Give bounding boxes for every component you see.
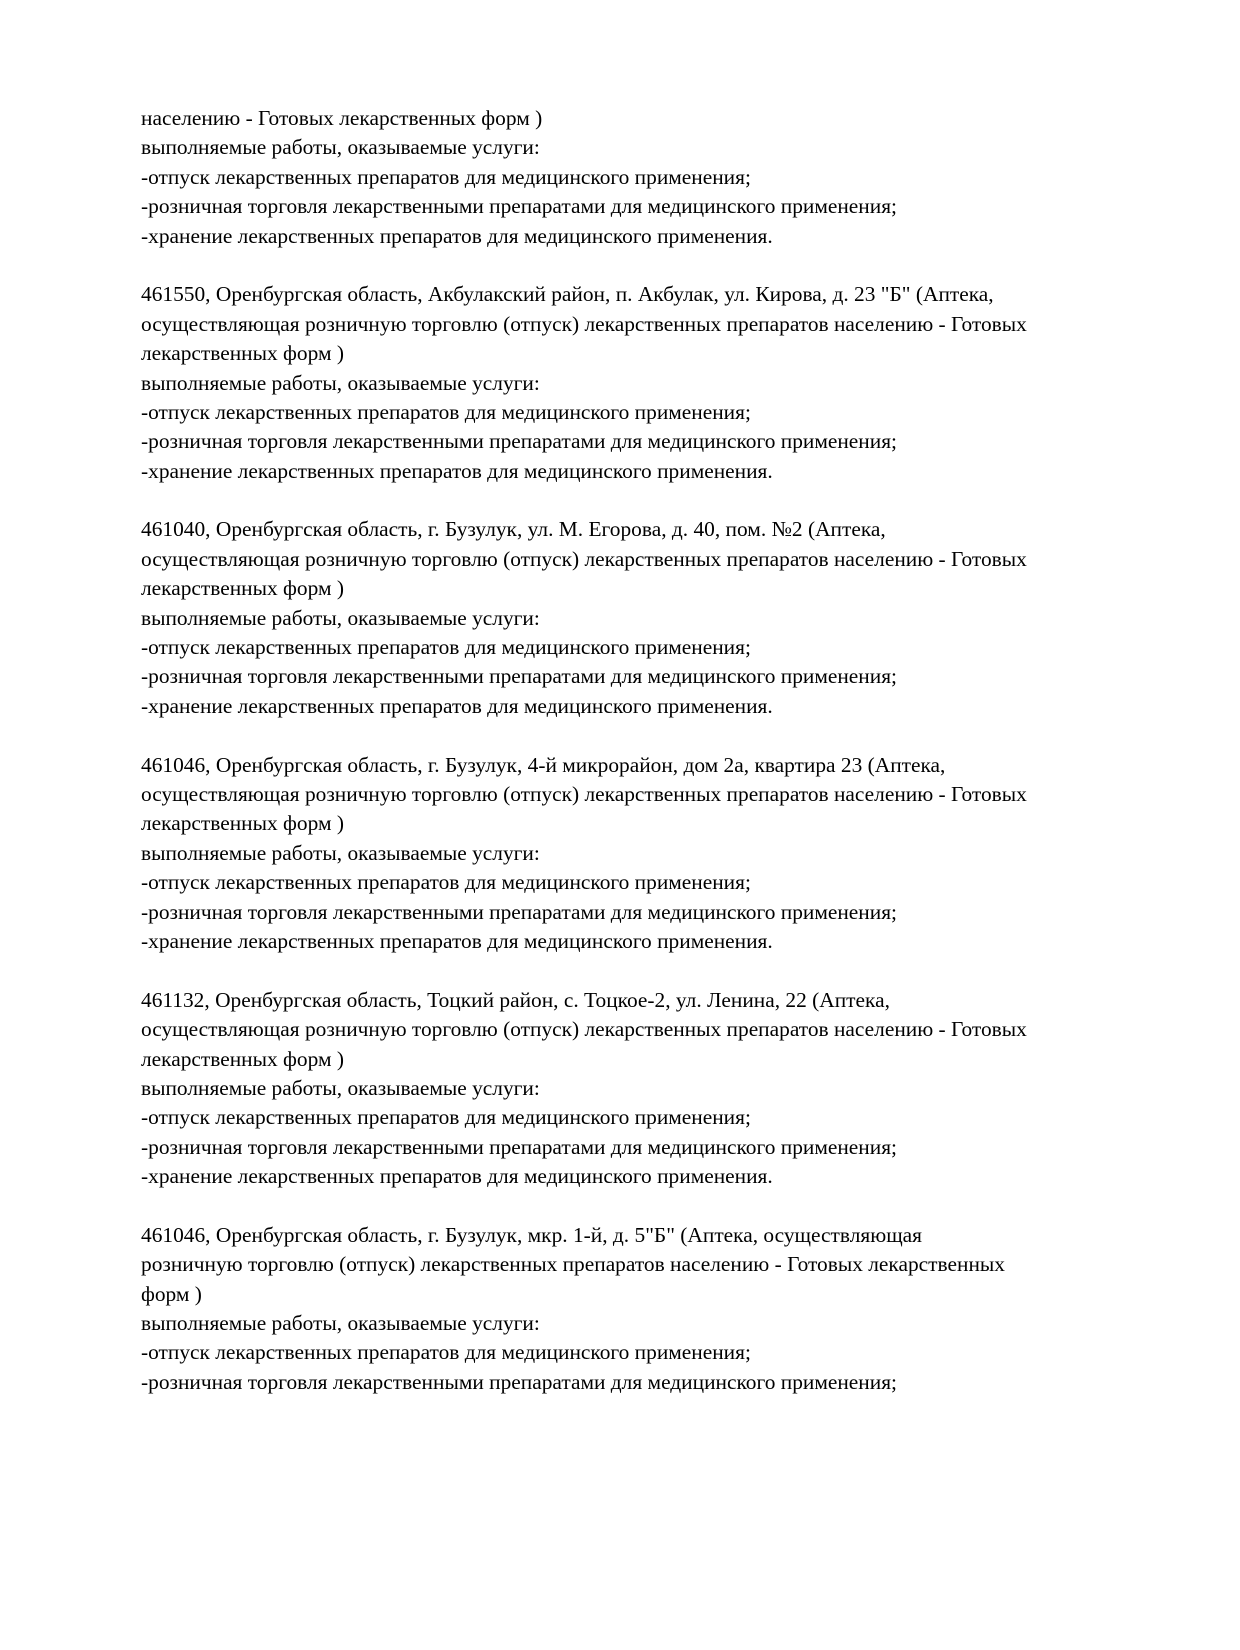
text-line: лекарственных форм )	[141, 1046, 344, 1071]
text-line: выполняемые работы, оказываемые услуги:	[141, 605, 540, 630]
text-line: выполняемые работы, оказываемые услуги:	[141, 1075, 540, 1100]
text-line: -отпуск лекарственных препаратов для медицинского применения;	[141, 399, 751, 424]
text-line: -розничная торговля лекарственными препаратами для медицинского применения;	[141, 664, 897, 689]
text-line: осуществляющая розничную торговлю (отпуск) лекарственных препаратов населению - Готовых	[141, 781, 1027, 806]
text-line: -отпуск лекарственных препаратов для медицинского применения;	[141, 1340, 751, 1365]
text-line: -розничная торговля лекарственными препаратами для медицинского применения;	[141, 1134, 897, 1159]
text-line: осуществляющая розничную торговлю (отпуск) лекарственных препаратов населению - Готовых	[141, 1017, 1027, 1042]
text-line: -хранение лекарственных препаратов для медицинского применения.	[141, 928, 773, 953]
text-line: -хранение лекарственных препаратов для медицинского применения.	[141, 458, 773, 483]
text-line: форм )	[141, 1281, 202, 1306]
text-line: лекарственных форм )	[141, 811, 344, 836]
address-block-buzuluk-1-mkr	[141, 1221, 1151, 1397]
text-line: выполняемые работы, оказываемые услуги:	[141, 135, 540, 160]
text-line: выполняемые работы, оказываемые услуги:	[141, 1311, 540, 1336]
address-line: 461132, Оренбургская область, Тоцкий район, с. Тоцкое-2, ул. Ленина, 22 (Аптека,	[141, 987, 890, 1012]
address-block-buzuluk-egorova	[141, 515, 1151, 721]
text-line: -хранение лекарственных препаратов для медицинского применения.	[141, 693, 773, 718]
text-line: -розничная торговля лекарственными препаратами для медицинского применения;	[141, 194, 897, 219]
address-line: 461046, Оренбургская область, г. Бузулук, 4-й микрорайон, дом 2а, квартира 23 (Аптека,	[141, 752, 946, 777]
text-line: -отпуск лекарственных препаратов для медицинского применения;	[141, 164, 751, 189]
text-line: -хранение лекарственных препаратов для медицинского применения.	[141, 1164, 773, 1189]
text-line: -розничная торговля лекарственными препаратами для медицинского применения;	[141, 1369, 897, 1394]
text-line: -розничная торговля лекарственными препаратами для медицинского применения;	[141, 899, 897, 924]
text-line: осуществляющая розничную торговлю (отпуск) лекарственных препаратов населению - Готовых	[141, 546, 1027, 571]
text-line: -отпуск лекарственных препаратов для медицинского применения;	[141, 635, 751, 660]
text-line: -отпуск лекарственных препаратов для медицинского применения;	[141, 1105, 751, 1130]
text-line: розничную торговлю (отпуск) лекарственных препаратов населению - Готовых лекарственных	[141, 1252, 1005, 1277]
document-text	[141, 104, 1151, 1397]
text-line: осуществляющая розничную торговлю (отпуск) лекарственных препаратов населению - Готовых	[141, 311, 1027, 336]
text-line: выполняемые работы, оказываемые услуги:	[141, 370, 540, 395]
address-line: 461550, Оренбургская область, Акбулакский район, п. Акбулак, ул. Кирова, д. 23 "Б" (Аптека,	[141, 282, 994, 307]
text-line: населению - Готовых лекарственных форм )	[141, 106, 543, 130]
address-block-totskoe	[141, 986, 1151, 1192]
address-line: 461040, Оренбургская область, г. Бузулук, ул. М. Егорова, д. 40, пом. №2 (Аптека,	[141, 517, 886, 542]
address-block-buzuluk-4-mkr	[141, 751, 1151, 957]
text-line: -отпуск лекарственных препаратов для медицинского применения;	[141, 870, 751, 895]
text-line: выполняемые работы, оказываемые услуги:	[141, 840, 540, 865]
text-block-continuation	[141, 104, 1151, 251]
text-line: лекарственных форм )	[141, 341, 344, 366]
text-line: -хранение лекарственных препаратов для медицинского применения.	[141, 223, 773, 248]
address-block-akbulak	[141, 280, 1151, 486]
text-line: -розничная торговля лекарственными препаратами для медицинского применения;	[141, 429, 897, 454]
address-line: 461046, Оренбургская область, г. Бузулук, мкр. 1-й, д. 5"Б" (Аптека, осуществляющая	[141, 1222, 923, 1247]
text-line: лекарственных форм )	[141, 576, 344, 601]
